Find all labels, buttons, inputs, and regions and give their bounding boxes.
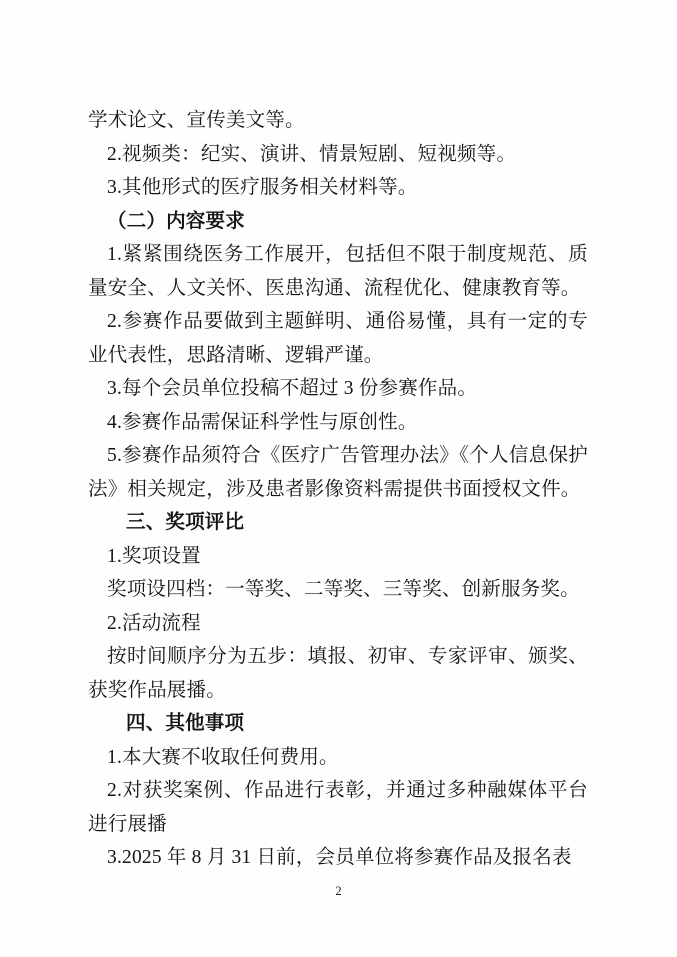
paragraph-award-tiers: 奖项设四档：一等奖、二等奖、三等奖、创新服务奖。 [107, 579, 580, 600]
list-item-video-category: 2.视频类：纪实、演讲、情景短剧、短视频等。 [107, 143, 517, 165]
list-item-other-3: 3.2025 年 8 月 31 日前，会员单位将参赛作品及报名表 [107, 847, 572, 868]
list-item-requirement-4: 4.参赛作品需保证科学性与原创性。 [107, 411, 418, 433]
list-item-requirement-2: 2.参赛作品要做到主题鲜明、通俗易懂，具有一定的专业代表性，思路清晰、逻辑严谨。 [88, 311, 588, 366]
page-number: 2 [335, 884, 342, 898]
paragraph-continuation: 学术论文、宣传美文等。 [88, 110, 305, 131]
list-item-requirement-3: 3.每个会员单位投稿不超过 3 份参赛作品。 [107, 378, 478, 399]
list-item-other-1: 1.本大赛不收取任何费用。 [107, 746, 339, 768]
document-body [88, 104, 588, 875]
section-heading-content-requirements: （二）内容要求 [107, 210, 245, 232]
list-item-other-2: 2.对获奖案例、作品进行表彰，并通过多种融媒体平台进行展播 [88, 780, 588, 835]
section-heading-awards: 三、奖项评比 [126, 512, 245, 533]
list-item-activity-flow-title: 2.活动流程 [107, 612, 201, 634]
list-item-requirement-5: 5.参赛作品须符合《医疗广告管理办法》《个人信息保护法》相关规定，涉及患者影像资料需提供书面授权文件。 [88, 445, 588, 500]
section-heading-other-matters: 四、其他事项 [126, 713, 245, 734]
list-item-requirement-1: 1.紧紧围绕医务工作展开，包括但不限于制度规范、质量安全、人文关怀、医患沟通、流程优化、健康教育等。 [88, 244, 588, 299]
list-item-other-materials: 3.其他形式的医疗服务相关材料等。 [107, 177, 418, 198]
list-item-award-setup-title: 1.奖项设置 [107, 545, 201, 567]
paragraph-activity-steps: 按时间顺序分为五步：填报、初审、专家评审、颁奖、获奖作品展播。 [88, 646, 588, 701]
